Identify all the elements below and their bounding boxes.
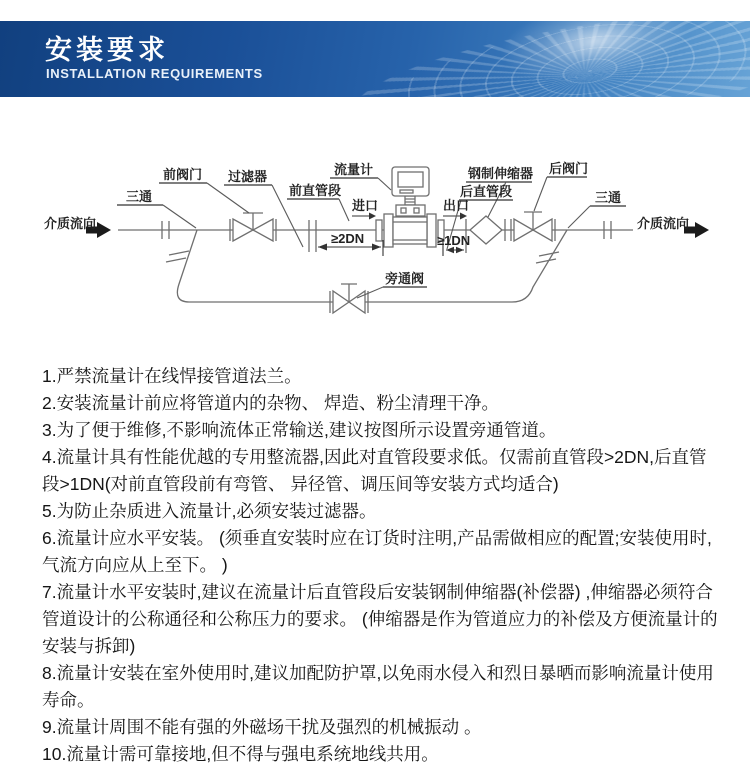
- requirement-item-2: 2.安装流量计前应将管道内的杂物、 焊造、粉尘清理干净。: [42, 393, 499, 413]
- page-title: 安装要求: [45, 35, 169, 65]
- label-filter: 过滤器: [228, 169, 268, 184]
- front-valve-symbol: [230, 213, 276, 241]
- flow-meter-symbol: [376, 167, 444, 247]
- bypass-valve-symbol: [330, 284, 368, 313]
- requirement-item-1: 1.严禁流量计在线悍接管道法兰。: [42, 366, 302, 386]
- requirement-item-5: 5.为防止杂质进入流量计,必须安装过滤器。: [42, 501, 377, 521]
- label-inlet: 进口: [352, 198, 379, 213]
- label-front-straight: 前直管段: [289, 183, 342, 198]
- label-front-valve: 前阀门: [163, 167, 203, 182]
- label-flow-right: 介质流向: [637, 216, 690, 231]
- requirement-item-9: 9.流量计周围不能有强的外磁场干扰及强烈的机械振动 。: [42, 717, 482, 737]
- tee-left-leader: [163, 205, 196, 228]
- expansion-joint-symbol: [466, 216, 505, 253]
- label-dim-rear: ≥1DN: [437, 233, 471, 248]
- label-tee-left: 三通: [126, 189, 153, 204]
- front-straight-leader: [339, 199, 349, 221]
- flange-pair-before-meter: [309, 220, 316, 252]
- front-valve-leader: [207, 183, 249, 213]
- label-flow-meter: 流量计: [334, 162, 374, 177]
- bypass-flange-left: [166, 251, 189, 262]
- label-flow-left: 介质流向: [44, 216, 97, 231]
- label-rear-straight: 后直管段: [460, 184, 513, 199]
- rear-valve-symbol: [511, 212, 555, 241]
- label-dim-front: ≥2DN: [331, 231, 365, 246]
- requirement-item-10: 10.流量计需可靠接地,但不得与强电系统地线共用。: [42, 744, 439, 764]
- requirement-item-7: 7.流量计水平安装时,建议在流量计后直管段后安装钢制伸缩器(补偿器) ,伸缩器必须符合管道设计的公称通径和公称压力的要求。 (伸缩器是作为管道应力的补偿及方便流量计的安装与拆卸): [42, 582, 718, 656]
- header-banner: [0, 21, 750, 97]
- installation-diagram: [0, 148, 750, 363]
- label-outlet: 出口: [443, 198, 470, 213]
- label-expansion-joint: 钢制伸缩器: [468, 166, 534, 181]
- inlet-arrow: [352, 213, 376, 220]
- label-rear-valve: 后阀门: [549, 161, 589, 176]
- page-subtitle: INSTALLATION REQUIREMENTS: [46, 66, 263, 81]
- rear-valve-leader: [534, 177, 547, 211]
- bypass-valve-leader: [357, 287, 383, 298]
- tee-right-leader: [568, 206, 590, 228]
- flow-meter-leader: [378, 178, 391, 190]
- requirement-item-8: 8.流量计安装在室外使用时,建议加配防护罩,以免雨水侵入和烈日暴晒而影响流量计使用寿命。: [42, 663, 714, 710]
- requirement-item-3: 3.为了便于维修,不影响流体正常输送,建议按图所示设置旁通管道。: [42, 420, 557, 440]
- requirement-item-6: 6.流量计应水平安装。 (须垂直安装时应在订货时注明,产品需做相应的配置;安装使用时,气流方向应从上至下。 ): [42, 528, 712, 575]
- bypass-flange-right: [536, 252, 559, 263]
- requirement-item-4: 4.流量计具有性能优越的专用整流器,因此对直管段要求低。仅需前直管段>2DN,后直管段>1DN(对前直管段前有弯管、 异径管、调压间等安装方式均适合): [42, 447, 707, 494]
- label-tee-right: 三通: [595, 190, 622, 205]
- requirements-list: [42, 363, 720, 768]
- outlet-arrow: [443, 213, 467, 220]
- label-bypass-valve: 旁通阀: [385, 271, 425, 286]
